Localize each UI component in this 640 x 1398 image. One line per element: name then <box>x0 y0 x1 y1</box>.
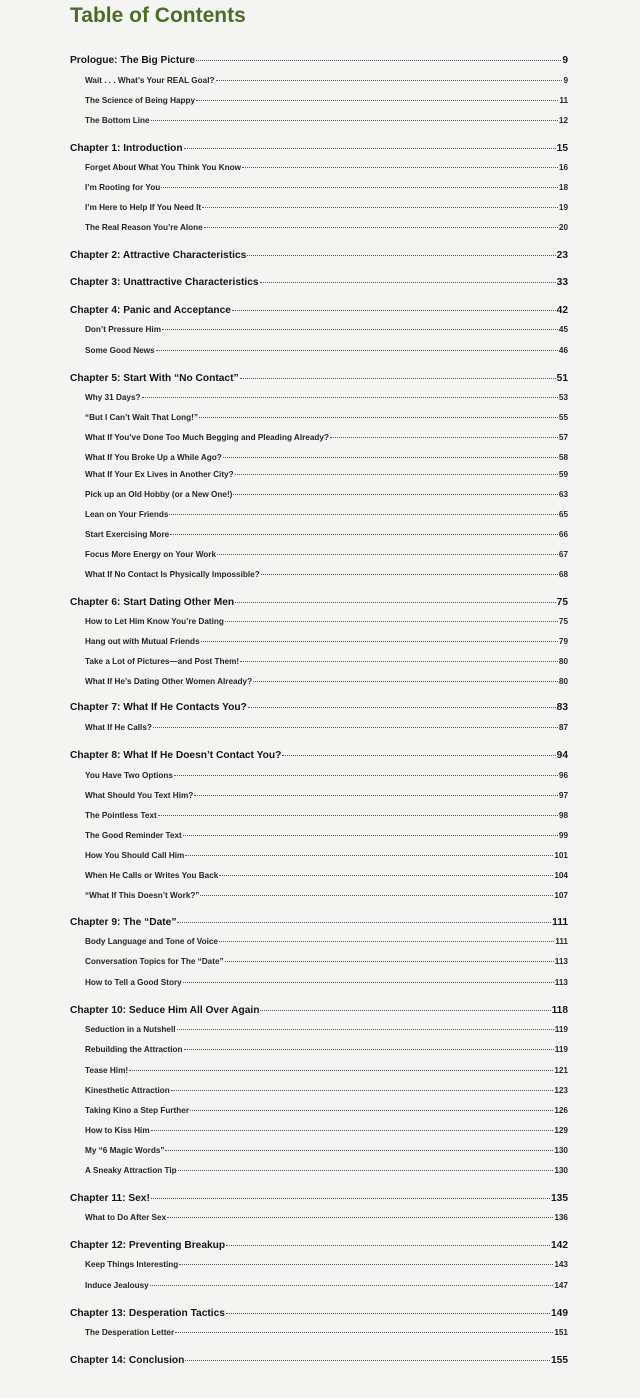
toc-section-entry[interactable] <box>85 1066 568 1075</box>
toc-page-number: 66 <box>558 530 568 539</box>
dot-leader <box>261 574 558 575</box>
toc-chapter-entry[interactable] <box>70 750 568 761</box>
toc-page-number: 53 <box>558 393 568 402</box>
toc-chapter-entry[interactable] <box>70 1308 568 1319</box>
toc-page-number: 130 <box>554 1146 568 1155</box>
toc-entry-title: What If He’s Dating Other Women Already? <box>85 677 253 686</box>
toc-entry-title: What If He Calls? <box>85 723 152 732</box>
toc-page-number: 111 <box>552 917 568 928</box>
toc-chapter-entry[interactable] <box>70 1193 568 1204</box>
toc-page-number: 98 <box>558 811 568 820</box>
toc-section-entry[interactable] <box>85 957 568 966</box>
dot-leader <box>129 1070 553 1071</box>
dot-leader <box>219 941 554 942</box>
toc-page-number: 121 <box>554 1066 568 1075</box>
toc-section-entry[interactable] <box>85 851 568 860</box>
toc-page-number: 11 <box>559 96 568 105</box>
dot-leader <box>226 1313 550 1314</box>
toc-section-entry[interactable] <box>85 831 568 840</box>
toc-section-entry[interactable] <box>85 1213 568 1222</box>
dot-leader <box>232 310 556 311</box>
toc-section-entry[interactable] <box>85 1328 568 1337</box>
dot-leader <box>183 982 554 983</box>
toc-page-number: 104 <box>554 871 568 880</box>
toc-page-number: 45 <box>558 325 568 334</box>
toc-page-number: 129 <box>554 1126 568 1135</box>
toc-section-entry[interactable] <box>85 1106 568 1115</box>
toc-page-number: 12 <box>558 116 568 125</box>
toc-entry-title: Chapter 7: What If He Contacts You? <box>70 702 247 713</box>
toc-entry-title: Taking Kino a Step Further <box>85 1106 190 1115</box>
toc-page-number: 75 <box>556 597 568 608</box>
dot-leader <box>330 437 558 438</box>
toc-entry-title: Take a Lot of Pictures—and Post Them! <box>85 657 240 666</box>
toc-section-entry[interactable] <box>85 637 568 646</box>
toc-entry-title: How to Kiss Him <box>85 1126 150 1135</box>
toc-page-number: 97 <box>558 791 568 800</box>
toc-section-entry[interactable] <box>85 871 568 880</box>
dot-leader <box>248 707 556 708</box>
toc-entry-title: Lean on Your Friends <box>85 510 169 519</box>
toc-page-number: 142 <box>551 1240 568 1251</box>
toc-page-number: 151 <box>554 1328 568 1337</box>
toc-page-number: 80 <box>558 657 568 666</box>
toc-page-number: 94 <box>556 750 568 761</box>
toc-entry-title: Chapter 2: Attractive Characteristics <box>70 250 247 261</box>
dot-leader <box>202 207 558 208</box>
toc-entry-title: Seduction in a Nutshell <box>85 1025 176 1034</box>
toc-section-entry[interactable] <box>85 791 568 800</box>
toc-entry-title: Chapter 12: Preventing Breakup <box>70 1240 226 1251</box>
toc-chapter-entry[interactable] <box>70 277 568 288</box>
toc-page-number: 42 <box>556 305 568 316</box>
toc-page-number: 58 <box>558 453 568 462</box>
dot-leader <box>169 514 557 515</box>
toc-section-entry[interactable] <box>85 183 568 192</box>
toc-section-entry[interactable] <box>85 1025 568 1034</box>
toc-entry-title: Prologue: The Big Picture <box>70 55 196 66</box>
dot-leader <box>184 148 556 149</box>
toc-section-entry[interactable] <box>85 1281 568 1290</box>
toc-entry-title: Rebuilding the Attraction <box>85 1045 183 1054</box>
toc-section-entry[interactable] <box>85 325 568 334</box>
dot-leader <box>171 1090 554 1091</box>
toc-page-number: 46 <box>558 346 568 355</box>
toc-entry-title: Start Exercising More <box>85 530 170 539</box>
toc-chapter-entry[interactable] <box>70 55 568 66</box>
toc-entry-title: Induce Jealousy <box>85 1281 149 1290</box>
toc-section-entry[interactable] <box>85 453 568 462</box>
toc-page-number: 130 <box>554 1166 568 1175</box>
toc-page-number: 57 <box>558 433 568 442</box>
dot-leader <box>200 895 553 896</box>
toc-entry-title: How to Tell a Good Story <box>85 978 182 987</box>
dot-leader <box>223 457 558 458</box>
toc-page-number: 118 <box>551 1005 568 1016</box>
toc-page-number: 149 <box>551 1308 568 1319</box>
toc-page-number: 67 <box>558 550 568 559</box>
toc-entry-title: A Sneaky Attraction Tip <box>85 1166 177 1175</box>
toc-section-entry[interactable] <box>85 891 568 900</box>
toc-entry-title: You Have Two Options <box>85 771 173 780</box>
toc-entry-title: Chapter 14: Conclusion <box>70 1355 185 1366</box>
dot-leader <box>162 329 558 330</box>
toc-page-number: 9 <box>562 55 568 66</box>
dot-leader <box>225 961 554 962</box>
toc-section-entry[interactable] <box>85 530 568 539</box>
toc-section-entry[interactable] <box>85 677 568 686</box>
dot-leader <box>217 554 558 555</box>
toc-section-entry[interactable] <box>85 203 568 212</box>
toc-section-entry[interactable] <box>85 657 568 666</box>
toc-entry-title: Focus More Energy on Your Work <box>85 550 217 559</box>
toc-entry-title: What If You’ve Done Too Much Begging and Pleading Already? <box>85 433 329 442</box>
toc-section-entry[interactable] <box>85 1045 568 1054</box>
toc-chapter-entry[interactable] <box>70 373 568 384</box>
toc-entry-title: Don’t Pressure Him <box>85 325 161 334</box>
toc-section-entry[interactable] <box>85 116 568 125</box>
toc-entry-title: The Pointless Text <box>85 811 157 820</box>
toc-entry-title: Chapter 9: The “Date” <box>70 917 177 928</box>
toc-page-number: 135 <box>551 1193 568 1204</box>
dot-leader <box>242 167 558 168</box>
dot-leader <box>204 227 558 228</box>
dot-leader <box>174 775 558 776</box>
dot-leader <box>201 641 558 642</box>
toc-page-number: 16 <box>558 163 568 172</box>
dot-leader <box>179 1264 553 1265</box>
toc-page-number: 55 <box>558 413 568 422</box>
toc-chapter-entry[interactable] <box>70 250 568 261</box>
toc-section-entry[interactable] <box>85 510 568 519</box>
toc-entry-title: Hang out with Mutual Friends <box>85 637 200 646</box>
toc-section-entry[interactable] <box>85 470 568 479</box>
dot-leader <box>178 1170 554 1171</box>
dot-leader <box>194 795 558 796</box>
toc-section-entry[interactable] <box>85 223 568 232</box>
toc-entry-title: The Science of Being Happy <box>85 96 196 105</box>
toc-section-entry[interactable] <box>85 163 568 172</box>
dot-leader <box>167 1217 553 1218</box>
toc-entry-title: Why 31 Days? <box>85 393 141 402</box>
toc-entry-title: What If No Contact Is Physically Impossible? <box>85 570 260 579</box>
toc-page-number: 99 <box>558 831 568 840</box>
dot-leader <box>156 350 558 351</box>
toc-entry-title: How You Should Call Him <box>85 851 185 860</box>
toc-entry-title: Keep Things Interesting <box>85 1260 179 1269</box>
toc-page-number: 65 <box>558 510 568 519</box>
toc-page-number: 143 <box>554 1260 568 1269</box>
toc-chapter-entry[interactable] <box>70 702 568 713</box>
toc-entry-title: Body Language and Tone of Voice <box>85 937 218 946</box>
toc-entry-title: Chapter 3: Unattractive Characteristics <box>70 277 259 288</box>
toc-page-number: 68 <box>558 570 568 579</box>
toc-chapter-entry[interactable] <box>70 305 568 316</box>
toc-section-entry[interactable] <box>85 413 568 422</box>
toc-page-number: 79 <box>558 637 568 646</box>
toc-chapter-entry[interactable] <box>70 1240 568 1251</box>
dot-leader <box>170 534 558 535</box>
toc-entry-title: Wait . . . What’s Your REAL Goal? <box>85 76 215 85</box>
dot-leader <box>226 1245 550 1246</box>
toc-entry-title: What to Do After Sex <box>85 1213 167 1222</box>
dot-leader <box>185 1360 550 1361</box>
dot-leader <box>235 602 556 603</box>
dot-leader <box>260 282 556 283</box>
toc-entry-title: How to Let Him Know You’re Dating <box>85 617 224 626</box>
toc-page-number: 111 <box>555 937 568 946</box>
toc-entry-title: Chapter 8: What If He Doesn’t Contact You? <box>70 750 282 761</box>
toc-page-number: 19 <box>558 203 568 212</box>
toc-page-number: 80 <box>558 677 568 686</box>
toc-page-number: 96 <box>558 771 568 780</box>
toc-chapter-entry[interactable] <box>70 1005 568 1016</box>
toc-entry-title: “But I Can’t Wait That Long!” <box>85 413 198 422</box>
toc-page-number: 126 <box>554 1106 568 1115</box>
toc-page-number: 33 <box>556 277 568 288</box>
toc-chapter-entry[interactable] <box>70 1355 568 1366</box>
toc-entry-title: Chapter 5: Start With “No Contact” <box>70 373 239 384</box>
toc-entry-title: What Should You Text Him? <box>85 791 194 800</box>
toc-section-entry[interactable] <box>85 76 568 85</box>
dot-leader <box>158 815 558 816</box>
toc-page-number: 136 <box>554 1213 568 1222</box>
toc-entry-title: Forget About What You Think You Know <box>85 163 241 172</box>
toc-entry-title: Chapter 10: Seduce Him All Over Again <box>70 1005 260 1016</box>
toc-section-entry[interactable] <box>85 1166 568 1175</box>
toc-section-entry[interactable] <box>85 978 568 987</box>
dot-leader <box>153 727 558 728</box>
dot-leader <box>235 474 558 475</box>
toc-entry-title: Chapter 1: Introduction <box>70 143 183 154</box>
toc-section-entry[interactable] <box>85 771 568 780</box>
toc-entry-title: Some Good News <box>85 346 155 355</box>
dot-leader <box>247 255 555 256</box>
toc-entry-title: When He Calls or Writes You Back <box>85 871 219 880</box>
toc-section-entry[interactable] <box>85 723 568 732</box>
dot-leader <box>240 378 556 379</box>
toc-section-entry[interactable] <box>85 570 568 579</box>
dot-leader <box>151 1130 554 1131</box>
dot-leader <box>175 1332 553 1333</box>
toc-entry-title: I’m Here to Help If You Need It <box>85 203 202 212</box>
dot-leader <box>199 417 558 418</box>
dot-leader <box>142 397 558 398</box>
toc-page-number: 18 <box>558 183 568 192</box>
dot-leader <box>150 1285 554 1286</box>
toc-page-number: 119 <box>554 1025 568 1034</box>
toc-page-number: 113 <box>554 957 568 966</box>
dot-leader <box>161 187 558 188</box>
dot-leader <box>165 1150 553 1151</box>
toc-entry-title: The Desperation Letter <box>85 1328 175 1337</box>
dot-leader <box>260 1010 550 1011</box>
dot-leader <box>233 494 557 495</box>
toc-section-entry[interactable] <box>85 346 568 355</box>
toc-entry-title: My “6 Magic Words” <box>85 1146 165 1155</box>
toc-section-entry[interactable] <box>85 1146 568 1155</box>
dot-leader <box>177 922 551 923</box>
toc-page-number: 15 <box>556 143 568 154</box>
toc-page-number: 87 <box>558 723 568 732</box>
dot-leader <box>282 755 555 756</box>
toc-entry-title: What If You Broke Up a While Ago? <box>85 453 222 462</box>
toc-entry-title: The Real Reason You’re Alone <box>85 223 203 232</box>
toc-page-number: 123 <box>554 1086 568 1095</box>
toc-chapter-entry[interactable] <box>70 597 568 608</box>
toc-section-entry[interactable] <box>85 490 568 499</box>
toc-page-number: 75 <box>558 617 568 626</box>
toc-section-entry[interactable] <box>85 393 568 402</box>
dot-leader <box>185 855 553 856</box>
toc-section-entry[interactable] <box>85 937 568 946</box>
toc-page-number: 51 <box>556 373 568 384</box>
toc-entry-title: I’m Rooting for You <box>85 183 161 192</box>
dot-leader <box>219 875 553 876</box>
toc-section-entry[interactable] <box>85 1260 568 1269</box>
dot-leader <box>225 621 558 622</box>
toc-page-number: 23 <box>556 250 568 261</box>
dot-leader <box>196 100 558 101</box>
dot-leader <box>216 80 563 81</box>
toc-entry-title: Kinesthetic Attraction <box>85 1086 170 1095</box>
toc-page-number: 113 <box>554 978 568 987</box>
toc-page-number: 147 <box>554 1281 568 1290</box>
toc-chapter-entry[interactable] <box>70 143 568 154</box>
toc-entry-title: What If Your Ex Lives in Another City? <box>85 470 234 479</box>
toc-entry-title: Pick up an Old Hobby (or a New One!) <box>85 490 233 499</box>
toc-entry-title: “What If This Doesn’t Work?” <box>85 891 200 900</box>
toc-chapter-entry[interactable] <box>70 917 568 928</box>
toc-entry-title: Chapter 6: Start Dating Other Men <box>70 597 235 608</box>
toc-entry-title: The Good Reminder Text <box>85 831 182 840</box>
toc-section-entry[interactable] <box>85 1086 568 1095</box>
dot-leader <box>190 1110 553 1111</box>
toc-page-number: 59 <box>558 470 568 479</box>
toc-section-entry[interactable] <box>85 550 568 559</box>
toc-entry-title: The Bottom Line <box>85 116 150 125</box>
toc-page-number: 9 <box>563 76 568 85</box>
toc-section-entry[interactable] <box>85 617 568 626</box>
toc-entry-title: Conversation Topics for The “Date” <box>85 957 224 966</box>
toc-page-number: 20 <box>558 223 568 232</box>
dot-leader <box>196 60 561 61</box>
toc-page-number: 101 <box>554 851 568 860</box>
toc-section-entry[interactable] <box>85 433 568 442</box>
toc-section-entry[interactable] <box>85 1126 568 1135</box>
toc-section-entry[interactable] <box>85 96 568 105</box>
toc-page-number: 83 <box>556 702 568 713</box>
dot-leader <box>151 120 558 121</box>
toc-entry-title: Chapter 11: Sex! <box>70 1193 150 1204</box>
toc-page-number: 107 <box>554 891 568 900</box>
dot-leader <box>183 835 558 836</box>
toc-page-number: 155 <box>551 1355 568 1366</box>
dot-leader <box>240 661 558 662</box>
toc-entry-title: Chapter 4: Panic and Acceptance <box>70 305 231 316</box>
dot-leader <box>151 1198 550 1199</box>
dot-leader <box>253 681 558 682</box>
toc-entry-title: Chapter 13: Desperation Tactics <box>70 1308 225 1319</box>
toc-page-number: 63 <box>558 490 568 499</box>
toc-entry-title: Tease Him! <box>85 1066 129 1075</box>
page-title: Table of Contents <box>70 4 246 27</box>
toc-page-number: 119 <box>554 1045 568 1054</box>
dot-leader <box>184 1049 554 1050</box>
toc-section-entry[interactable] <box>85 811 568 820</box>
dot-leader <box>177 1029 554 1030</box>
